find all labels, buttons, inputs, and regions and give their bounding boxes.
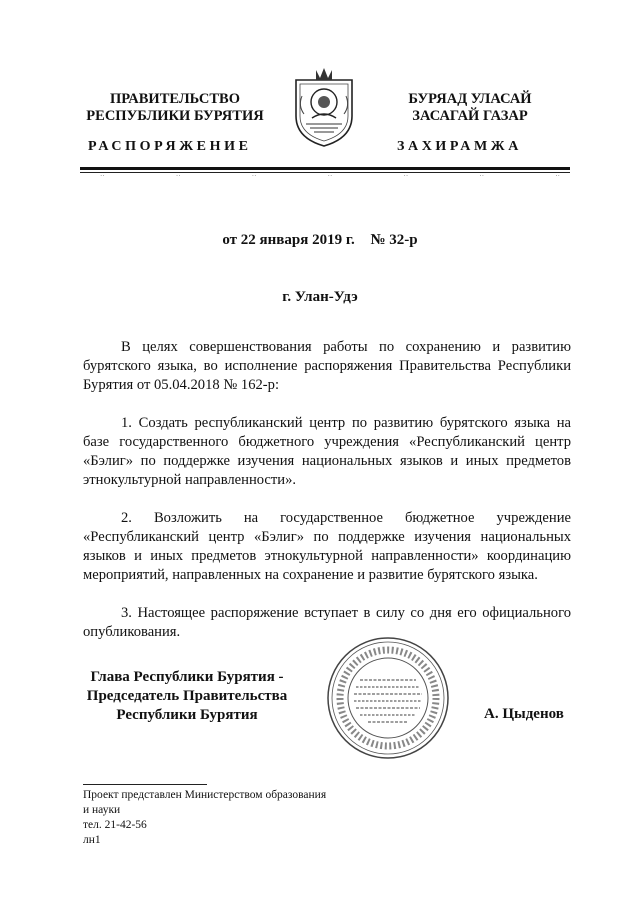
issuer-name-bua [375, 91, 565, 125]
document-date-number [0, 232, 640, 249]
issuer-line-1: ПРАВИТЕЛЬСТВО [110, 91, 240, 107]
body-paragraph-preamble: В целях совершенствования работы по сохранению и развитию бурятского языка, во исполнение распоряжения Правительства Республики Бурятия от 05.04.2018 № 162-р: [83, 339, 571, 393]
doc-type-bua: ЗАХИРАМЖА [397, 139, 522, 154]
issuer-line-1-bua: БУРЯАД УЛАСАЙ [408, 91, 532, 107]
document-date: от 22 января 2019 г. [222, 232, 355, 248]
footnote-line-2: и науки [83, 804, 121, 816]
document-city: г. Улан-Удэ [282, 289, 358, 305]
signatory-title-line-1: Глава Республики Бурятия - [90, 669, 284, 685]
issuer-line-2: РЕСПУБЛИКИ БУРЯТИЯ [86, 108, 264, 124]
footnote-divider [83, 784, 207, 785]
header-dotted-marks: ·· ·· ·· ·· ·· ·· ·· [100, 172, 560, 180]
footnote [83, 788, 383, 833]
body-paragraph-3: 3. Настоящее распоряжение вступает в силу со дня его официального опубликования. [83, 605, 571, 640]
body-paragraph-2: 2. Возложить на государственное бюджетное учреждение «Республиканский центр «Бэлиг» по поддержке изучения национальных языков и иных предметов этнокультурной направленности» координацию мероприятий, направленных на сохранение и развитие бурятского языка. [83, 510, 571, 583]
signatory-name: А. Цыденов [484, 706, 564, 722]
signatory-title-line-3: Республики Бурятия [116, 707, 258, 723]
doc-type-ru: РАСПОРЯЖЕНИЕ [88, 139, 252, 154]
document-body [83, 338, 571, 661]
header-divider-thick [80, 167, 570, 170]
footnote-line-1: Проект представлен Министерством образования [83, 789, 327, 801]
document-number: № 32-р [370, 232, 418, 248]
footnote-phone: тел. 21-42-56 [83, 819, 147, 831]
signatory-title [82, 668, 292, 725]
official-seal-icon [326, 636, 450, 760]
coat-of-arms-icon [292, 66, 356, 148]
issuer-line-2-bua: ЗАСАГАЙ ГАЗАР [412, 108, 528, 124]
document-code: лн1 [83, 834, 101, 846]
issuer-name-ru [80, 91, 270, 125]
signatory-title-line-2: Председатель Правительства [86, 688, 288, 704]
body-paragraph-1: 1. Создать республиканский центр по развитию бурятского языка на базе государственного бюджетного учреждения «Республиканский центр «Бэлиг» по поддержке изучения национальных языков и иных предметов этнокультурной направленности». [83, 415, 571, 488]
